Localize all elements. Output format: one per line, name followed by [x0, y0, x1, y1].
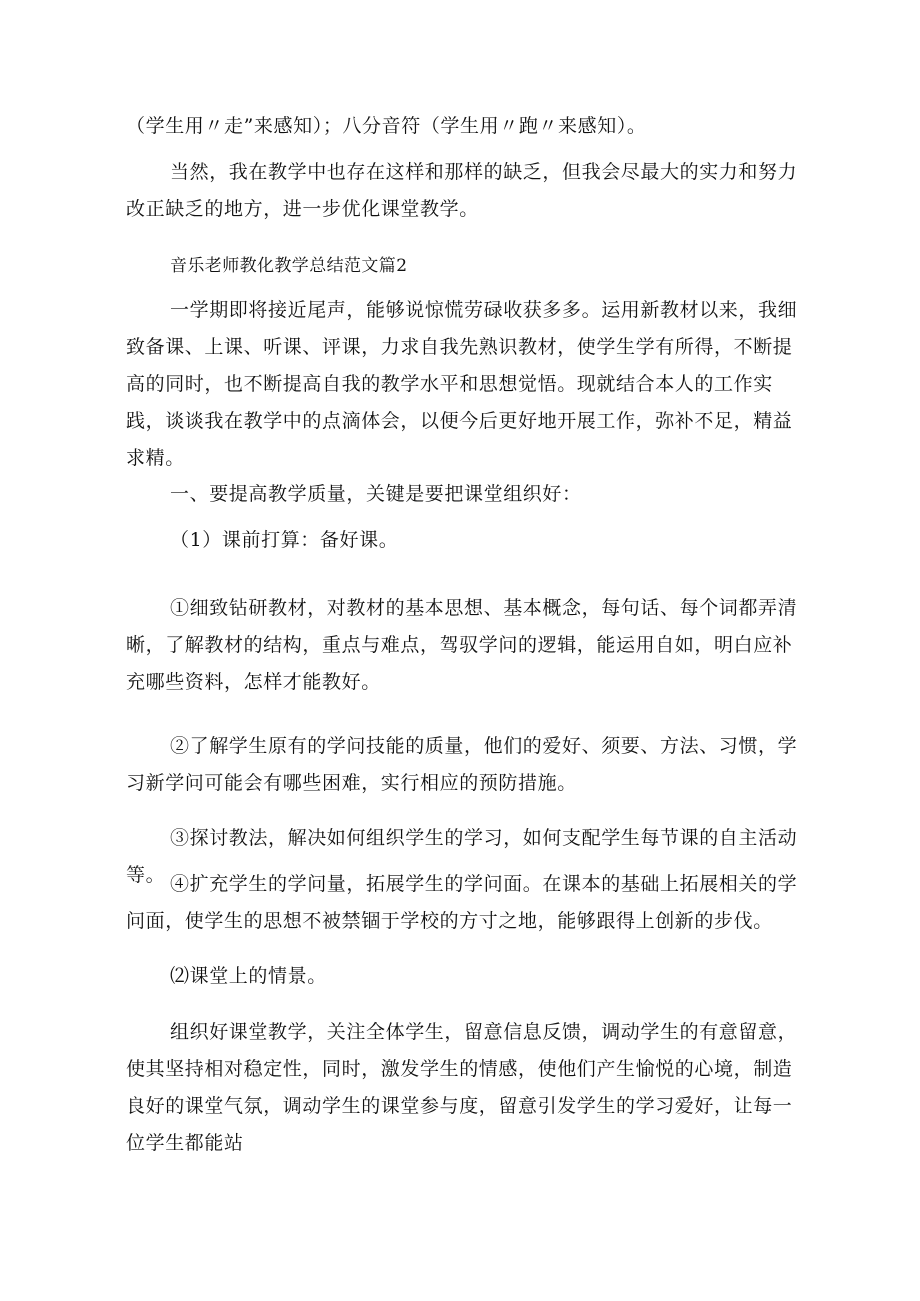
paragraph-lesson-prep: （1）课前打算：备好课。	[170, 529, 399, 551]
paragraph-classroom-scene: ⑵课堂上的情景。	[170, 965, 327, 987]
paragraph-item-3: ③探讨教法，解决如何组织学生的学习，如何支配学生每节课的自主活动等。	[126, 827, 798, 886]
paragraph-item-4: ④扩充学生的学问量，拓展学生的学问面。在课本的基础上拓展相关的学问面，使学生的思想不被禁锢于学校的方寸之地，能够跟得上创新的步伐。	[126, 873, 798, 932]
paragraph-semester-summary: 一学期即将接近尾声，能够说惊慌劳碌收获多多。运用新教材以来，我细致备课、上课、听课、评课，力求自我先熟识教材，使学生学有所得，不断提高的同时，也不断提高自我的教学水平和思想觉悟。现就结合本人的工作实践，谈谈我在教学中的点滴体会，以便今后更好地开展工作，弥补不足，精益求精。	[126, 299, 798, 469]
paragraph-classroom-organization: 组织好课堂教学，关注全体学生，留意信息反馈，调动学生的有意留意，使其坚持相对稳定性，同时，激发学生的情感，使他们产生愉悦的心境，制造良好的课堂气氛，调动学生的课堂参与度，留意引发学生的学习爱好，让每一位学生都能站	[126, 1021, 798, 1154]
paragraph-point-one: 一、要提高教学质量，关键是要把课堂组织好：	[170, 483, 582, 505]
paragraph-item-1: ①细致钻研教材，对教材的基本思想、基本概念，每句话、每个词都弄清晰，了解教材的结构，重点与难点，驾驭学问的逻辑，能运用自如，明白应补充哪些资料，怎样才能教好。	[126, 597, 798, 693]
paragraph-note-values: （学生用〃走”来感知）；八分音符（学生用〃跑〃来感知）。	[126, 115, 647, 137]
paragraph-shortcomings: 当然，我在教学中也存在这样和那样的缺乏，但我会尽最大的实力和努力改正缺乏的地方，进一步优化课堂教学。	[126, 161, 798, 220]
section-heading-part2: 音乐老师教化教学总结范文篇2	[170, 256, 408, 276]
paragraph-item-2: ②了解学生原有的学问技能的质量，他们的爱好、须要、方法、习惯，学习新学问可能会有哪些困难，实行相应的预防措施。	[126, 735, 798, 794]
